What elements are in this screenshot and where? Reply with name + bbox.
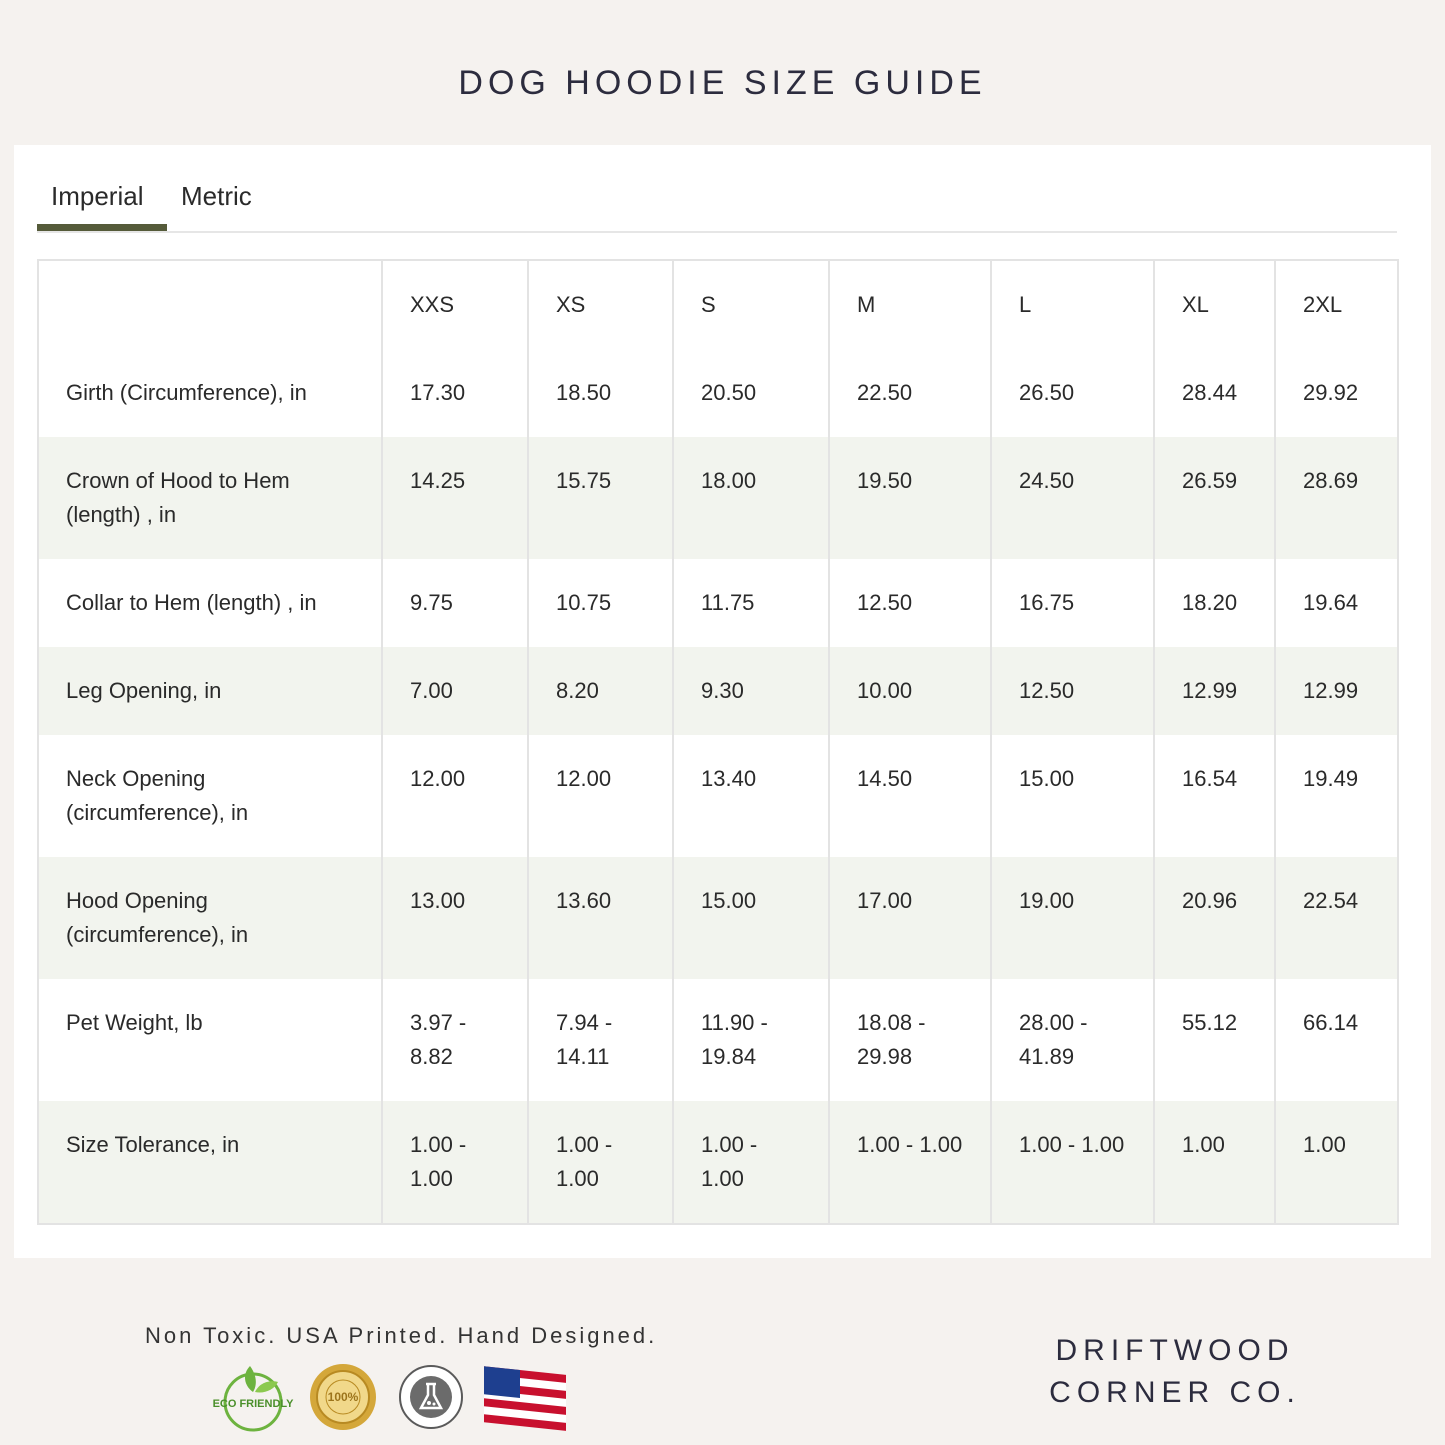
- table-cell: 8.20: [528, 647, 673, 735]
- table-cell: 15.00: [673, 857, 829, 979]
- table-row: [38, 979, 1398, 1101]
- footer-tagline: Non Toxic. USA Printed. Hand Designed.: [145, 1323, 658, 1348]
- brand-line-2: CORNER CO.: [1049, 1376, 1301, 1409]
- table-cell: 66.14: [1275, 979, 1398, 1101]
- brand-line-1: DRIFTWOOD: [1055, 1334, 1295, 1367]
- table-cell: 14.25: [382, 437, 528, 559]
- header-cell: L: [991, 260, 1154, 349]
- table-cell: 1.00 - 1.00: [528, 1101, 673, 1224]
- header-cell: XXS: [382, 260, 528, 349]
- table-row: [38, 647, 1398, 735]
- table-cell: 18.50: [528, 349, 673, 437]
- table-cell: 15.00: [991, 735, 1154, 857]
- table-cell: 18.20: [1154, 559, 1275, 647]
- non-toxic-seal-icon: [308, 1362, 378, 1432]
- table-cell: 13.00: [382, 857, 528, 979]
- table-cell: 22.54: [1275, 857, 1398, 979]
- table-row: [38, 857, 1398, 979]
- table-cell: 9.75: [382, 559, 528, 647]
- header-cell: S: [673, 260, 829, 349]
- table-cell: 1.00: [1154, 1101, 1275, 1224]
- tab-metric[interactable]: Metric: [181, 181, 252, 211]
- table-cell: 13.60: [528, 857, 673, 979]
- table-cell: 17.00: [829, 857, 991, 979]
- table-cell: 12.00: [528, 735, 673, 857]
- table-row: [38, 735, 1398, 857]
- table-cell: 18.08 - 29.98: [829, 979, 991, 1101]
- table-row: [38, 559, 1398, 647]
- table-row: [38, 349, 1398, 437]
- unit-tabs: [37, 175, 1397, 233]
- brand-logo: [1030, 1330, 1320, 1414]
- table-cell: 20.50: [673, 349, 829, 437]
- table-cell: 20.96: [1154, 857, 1275, 979]
- certification-badges: [212, 1362, 580, 1434]
- row-label: Pet Weight, lb: [38, 979, 382, 1101]
- active-tab-indicator: [37, 224, 167, 231]
- header-cell: [38, 260, 382, 349]
- header-cell: 2XL: [1275, 260, 1398, 349]
- table-cell: 10.75: [528, 559, 673, 647]
- table-header-row: [38, 260, 1398, 349]
- table-cell: 19.00: [991, 857, 1154, 979]
- table-cell: 19.64: [1275, 559, 1398, 647]
- table-cell: 12.00: [382, 735, 528, 857]
- table-cell: 12.50: [829, 559, 991, 647]
- table-cell: 16.54: [1154, 735, 1275, 857]
- table-cell: 29.92: [1275, 349, 1398, 437]
- row-label: Collar to Hem (length) , in: [38, 559, 382, 647]
- row-label: Crown of Hood to Hem (length) , in: [38, 437, 382, 559]
- eco-badge-text: ECO FRIENDLY: [212, 1398, 294, 1410]
- table-cell: 19.50: [829, 437, 991, 559]
- table-cell: 1.00 - 1.00: [991, 1101, 1154, 1224]
- table-cell: 7.00: [382, 647, 528, 735]
- page-title: DOG HOODIE SIZE GUIDE: [458, 64, 987, 102]
- table-cell: 19.49: [1275, 735, 1398, 857]
- table-cell: 28.69: [1275, 437, 1398, 559]
- table-cell: 14.50: [829, 735, 991, 857]
- table-cell: 3.97 - 8.82: [382, 979, 528, 1101]
- table-cell: 1.00 - 1.00: [673, 1101, 829, 1224]
- table-cell: 1.00: [1275, 1101, 1398, 1224]
- table-cell: 11.75: [673, 559, 829, 647]
- table-cell: 28.00 - 41.89: [991, 979, 1154, 1101]
- row-label: Girth (Circumference), in: [38, 349, 382, 437]
- table-cell: 9.30: [673, 647, 829, 735]
- table-cell: 26.50: [991, 349, 1154, 437]
- table-cell: 12.99: [1275, 647, 1398, 735]
- table-cell: 55.12: [1154, 979, 1275, 1101]
- table-cell: 1.00 - 1.00: [382, 1101, 528, 1224]
- table-body: [38, 349, 1398, 1224]
- table-cell: 10.00: [829, 647, 991, 735]
- row-label: Neck Opening (circumference), in: [38, 735, 382, 857]
- table-cell: 17.30: [382, 349, 528, 437]
- table-cell: 12.99: [1154, 647, 1275, 735]
- table-cell: 11.90 - 19.84: [673, 979, 829, 1101]
- row-label: Size Tolerance, in: [38, 1101, 382, 1224]
- table-cell: 24.50: [991, 437, 1154, 559]
- table-cell: 7.94 - 14.11: [528, 979, 673, 1101]
- table-cell: 22.50: [829, 349, 991, 437]
- size-guide-card: [14, 145, 1431, 1258]
- table-cell: 16.75: [991, 559, 1154, 647]
- header-cell: XS: [528, 260, 673, 349]
- table-cell: 1.00 - 1.00: [829, 1101, 991, 1224]
- us-flag-icon: [482, 1362, 568, 1432]
- tab-imperial[interactable]: Imperial: [51, 181, 144, 211]
- table-row: [38, 1101, 1398, 1224]
- table-cell: 15.75: [528, 437, 673, 559]
- table-cell: 18.00: [673, 437, 829, 559]
- row-label: Leg Opening, in: [38, 647, 382, 735]
- row-label: Hood Opening (circumference), in: [38, 857, 382, 979]
- header-cell: M: [829, 260, 991, 349]
- table-cell: 13.40: [673, 735, 829, 857]
- chemical-free-badge-icon: [398, 1362, 464, 1432]
- header-cell: XL: [1154, 260, 1275, 349]
- table-cell: 26.59: [1154, 437, 1275, 559]
- size-table: [37, 259, 1399, 1225]
- table-cell: 12.50: [991, 647, 1154, 735]
- eco-friendly-badge-icon: [212, 1362, 294, 1432]
- table-row: [38, 437, 1398, 559]
- table-cell: 28.44: [1154, 349, 1275, 437]
- seal-percent-text: 100%: [327, 1390, 359, 1404]
